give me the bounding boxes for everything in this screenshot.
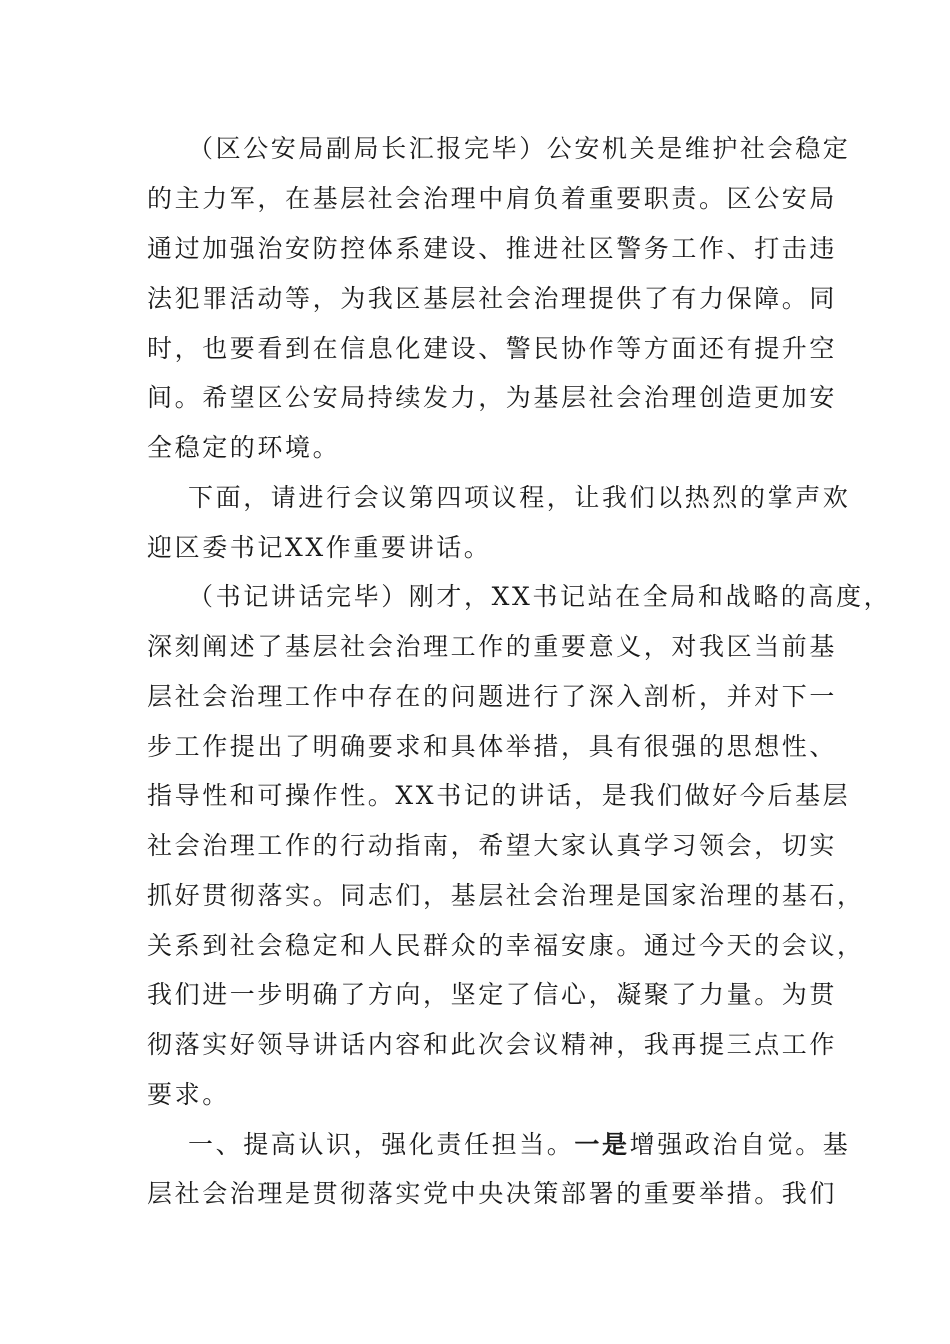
text-line: 时，也要看到在信息化建设、警民协作等方面还有提升空 [147,334,838,363]
text-line: 社会治理工作的行动指南，希望大家认真学习领会，切实 [147,831,838,860]
text-line: 全稳定的环境。 [147,433,341,462]
text-line: （区公安局副局长汇报完毕）公安机关是维护社会稳定 [188,134,851,163]
text-line: 步工作提出了明确要求和具体举措，具有很强的思想性、 [147,732,838,761]
text-line: 下面，请进行会议第四项议程，让我们以热烈的掌声欢 [188,483,851,512]
text-line: 彻落实好领导讲话内容和此次会议精神，我再提三点工作 [147,1030,838,1059]
text-line: 迎区委书记XX作重要讲话。 [147,533,492,562]
text-line: 指导性和可操作性。XX书记的讲话，是我们做好今后基层 [147,781,851,810]
text-line: 要求。 [147,1080,230,1109]
emphasis-text: 一是 [574,1130,630,1159]
text-line: 法犯罪活动等，为我区基层社会治理提供了有力保障。同 [147,284,838,313]
text-line: 间。希望区公安局持续发力，为基层社会治理创造更加安 [147,383,838,412]
body-text: 增强政治自觉。基 [629,1130,851,1159]
text-line: 关系到社会稳定和人民群众的幸福安康。通过今天的会议， [147,931,865,960]
text-line: 抓好贯彻落实。同志们，基层社会治理是国家治理的基石， [147,881,865,910]
text-line: 层社会治理是贯彻落实党中央决策部署的重要举措。我们 [147,1179,838,1208]
text-line: 通过加强治安防控体系建设、推进社区警务工作、打击违 [147,234,838,263]
section-heading: 一、提高认识，强化责任担当。 [188,1130,575,1159]
text-line [188,1128,850,1162]
text-line: 深刻阐述了基层社会治理工作的重要意义，对我区当前基 [147,632,838,661]
text-line: 的主力军，在基层社会治理中肩负着重要职责。区公安局 [147,184,838,213]
text-line: 层社会治理工作中存在的问题进行了深入剖析，并对下一 [147,682,838,711]
text-line: 我们进一步明确了方向，坚定了信心，凝聚了力量。为贯 [147,980,838,1009]
text-line: （书记讲话完毕）刚才，XX书记站在全局和战略的高度， [188,582,892,611]
